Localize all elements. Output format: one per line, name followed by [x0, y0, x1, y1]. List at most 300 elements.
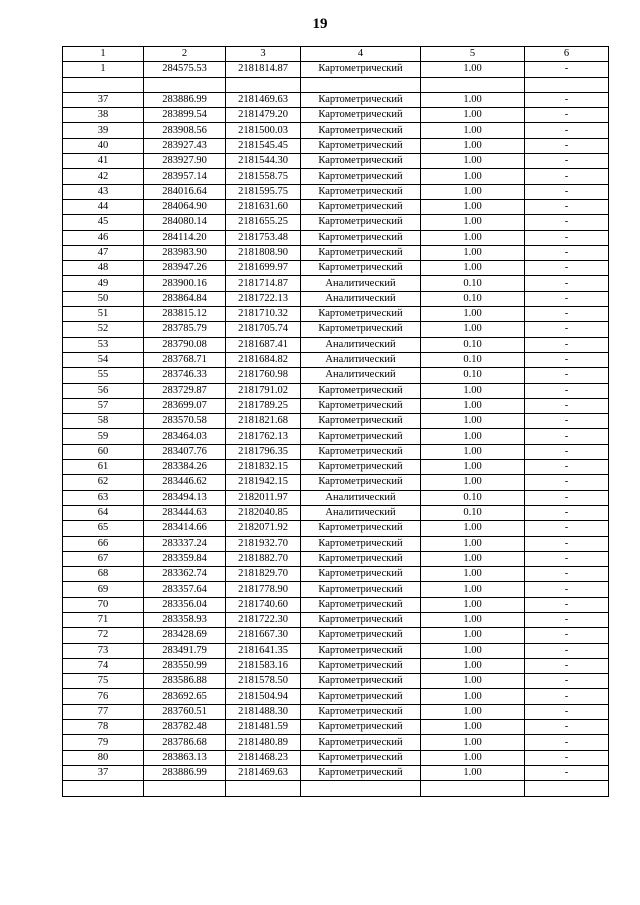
table-cell: 53 [63, 337, 144, 352]
table-cell [226, 781, 301, 796]
table-cell: Картометрический [301, 689, 421, 704]
table-cell: - [525, 674, 609, 689]
table-cell: 2181481.59 [226, 720, 301, 735]
table-row [63, 704, 609, 719]
table-cell [144, 77, 226, 92]
table-cell: 283886.99 [144, 92, 226, 107]
table-row [63, 490, 609, 505]
table-cell [144, 781, 226, 796]
table-cell: 1.00 [421, 628, 525, 643]
table-cell: 1.00 [421, 750, 525, 765]
table-row [63, 521, 609, 536]
table-cell: 2181595.75 [226, 184, 301, 199]
table-cell: - [525, 398, 609, 413]
table-cell [63, 781, 144, 796]
table-cell: 1.00 [421, 169, 525, 184]
table-cell: Картометрический [301, 444, 421, 459]
table-row [63, 612, 609, 627]
table-cell: 1.00 [421, 261, 525, 276]
table-cell: 75 [63, 674, 144, 689]
table-cell: 283407.76 [144, 444, 226, 459]
table-cell: Картометрический [301, 567, 421, 582]
table-cell: 1.00 [421, 138, 525, 153]
table-cell: 2181722.13 [226, 291, 301, 306]
table-row [63, 628, 609, 643]
table-cell: 1.00 [421, 199, 525, 214]
table-row [63, 245, 609, 260]
table-cell: 2181583.16 [226, 658, 301, 673]
table-cell: 284114.20 [144, 230, 226, 245]
table-cell: 2181667.30 [226, 628, 301, 643]
table-cell: - [525, 429, 609, 444]
table-cell: 0.10 [421, 505, 525, 520]
table-cell: Картометрический [301, 612, 421, 627]
table-cell: 283428.69 [144, 628, 226, 643]
table-cell: 283815.12 [144, 307, 226, 322]
table-cell: 283464.03 [144, 429, 226, 444]
table-cell: 2181705.74 [226, 322, 301, 337]
table-cell: Картометрический [301, 551, 421, 566]
table-cell: 1.00 [421, 536, 525, 551]
table-row [63, 352, 609, 367]
table-cell: 2181578.50 [226, 674, 301, 689]
table-cell: Аналитический [301, 352, 421, 367]
table-cell: 283446.62 [144, 475, 226, 490]
table-cell: 283768.71 [144, 352, 226, 367]
table-cell: 66 [63, 536, 144, 551]
table-row [63, 460, 609, 475]
table-cell: 2181762.13 [226, 429, 301, 444]
table-cell: 283790.08 [144, 337, 226, 352]
header-row [63, 47, 609, 62]
table-row [63, 567, 609, 582]
table-cell: Картометрический [301, 704, 421, 719]
table-cell: 70 [63, 597, 144, 612]
table-cell: Картометрический [301, 628, 421, 643]
table-cell: - [525, 536, 609, 551]
table-cell: - [525, 352, 609, 367]
table-cell: 283357.64 [144, 582, 226, 597]
table-row [63, 337, 609, 352]
table-cell: 1.00 [421, 582, 525, 597]
table-cell: 283358.93 [144, 612, 226, 627]
table-cell: 283337.24 [144, 536, 226, 551]
table-row [63, 261, 609, 276]
table-cell: Картометрический [301, 429, 421, 444]
table-row [63, 138, 609, 153]
table-cell: 283899.54 [144, 108, 226, 123]
table-cell: - [525, 414, 609, 429]
table-cell: 1.00 [421, 215, 525, 230]
table-row [63, 215, 609, 230]
table-cell: 2181504.94 [226, 689, 301, 704]
table-cell: Картометрический [301, 154, 421, 169]
table-row [63, 536, 609, 551]
table-cell: - [525, 92, 609, 107]
table-cell: 0.10 [421, 276, 525, 291]
table-row [63, 597, 609, 612]
table-cell: 1.00 [421, 414, 525, 429]
table-cell: 0.10 [421, 337, 525, 352]
table-cell: 59 [63, 429, 144, 444]
table-cell: Картометрический [301, 245, 421, 260]
table-cell: - [525, 383, 609, 398]
table-row [63, 781, 609, 796]
table-cell: 37 [63, 765, 144, 780]
table-cell: 283886.99 [144, 765, 226, 780]
table-cell: 44 [63, 199, 144, 214]
table-cell: Картометрический [301, 230, 421, 245]
table-cell: 2182011.97 [226, 490, 301, 505]
table-row [63, 77, 609, 92]
header-cell: 3 [226, 47, 301, 62]
table-cell: Картометрический [301, 138, 421, 153]
table-cell: Картометрический [301, 398, 421, 413]
page-number: 19 [312, 16, 328, 32]
table-row [63, 184, 609, 199]
table-cell: Картометрический [301, 184, 421, 199]
table-row [63, 505, 609, 520]
table-cell: 283927.90 [144, 154, 226, 169]
table-cell: 67 [63, 551, 144, 566]
table-cell: - [525, 62, 609, 77]
table-cell: 284080.14 [144, 215, 226, 230]
header-cell: 1 [63, 47, 144, 62]
table-cell: 1.00 [421, 567, 525, 582]
table-row [63, 658, 609, 673]
table-cell: 1.00 [421, 689, 525, 704]
table-row [63, 643, 609, 658]
table-cell: 1.00 [421, 475, 525, 490]
table-cell: - [525, 720, 609, 735]
table-cell: 283494.13 [144, 490, 226, 505]
table-cell: 40 [63, 138, 144, 153]
table-cell: 2181469.63 [226, 92, 301, 107]
table-cell: 283356.04 [144, 597, 226, 612]
table-row [63, 123, 609, 138]
table-cell: 1.00 [421, 551, 525, 566]
table-cell: 78 [63, 720, 144, 735]
table-cell: 2181468.23 [226, 750, 301, 765]
table-cell: 61 [63, 460, 144, 475]
table-row [63, 444, 609, 459]
table-cell: 283550.99 [144, 658, 226, 673]
table-cell: 63 [63, 490, 144, 505]
table-cell: 58 [63, 414, 144, 429]
table-row [63, 291, 609, 306]
table-cell: 283782.48 [144, 720, 226, 735]
table-cell: 283444.63 [144, 505, 226, 520]
table-row [63, 62, 609, 77]
table-cell: 2181791.02 [226, 383, 301, 398]
table-cell: 51 [63, 307, 144, 322]
table-cell: Картометрический [301, 521, 421, 536]
table-cell: 284575.53 [144, 62, 226, 77]
table-cell: 1.00 [421, 62, 525, 77]
table-cell: 55 [63, 368, 144, 383]
table-cell: 41 [63, 154, 144, 169]
table-row [63, 169, 609, 184]
table-cell: - [525, 567, 609, 582]
table-cell: 37 [63, 92, 144, 107]
table-cell: 2181753.48 [226, 230, 301, 245]
table-row [63, 398, 609, 413]
table-cell: 65 [63, 521, 144, 536]
table-cell: 60 [63, 444, 144, 459]
table-cell: - [525, 658, 609, 673]
table-row [63, 307, 609, 322]
table-cell: 283863.13 [144, 750, 226, 765]
table-cell: 283786.68 [144, 735, 226, 750]
table-cell: - [525, 199, 609, 214]
table-cell: 2181942.15 [226, 475, 301, 490]
table-cell: 2181714.87 [226, 276, 301, 291]
table-cell: 57 [63, 398, 144, 413]
table-cell: 283900.16 [144, 276, 226, 291]
table-cell: - [525, 123, 609, 138]
table-cell: 69 [63, 582, 144, 597]
table-row [63, 230, 609, 245]
table-cell: 283957.14 [144, 169, 226, 184]
coordinates-table [62, 46, 609, 797]
table-cell: 284016.64 [144, 184, 226, 199]
table-cell: 2181641.35 [226, 643, 301, 658]
table-cell: 283384.26 [144, 460, 226, 475]
table-row [63, 582, 609, 597]
table-cell [301, 77, 421, 92]
table-cell: 283785.79 [144, 322, 226, 337]
table-cell: 283491.79 [144, 643, 226, 658]
table-cell: Картометрический [301, 597, 421, 612]
table-cell: 2181932.70 [226, 536, 301, 551]
table-cell: 2181631.60 [226, 199, 301, 214]
table-cell: 80 [63, 750, 144, 765]
table-cell: 1.00 [421, 521, 525, 536]
table-cell: Картометрический [301, 383, 421, 398]
table-cell: 283692.65 [144, 689, 226, 704]
table-cell: 0.10 [421, 490, 525, 505]
table-row [63, 475, 609, 490]
table-cell: Картометрический [301, 169, 421, 184]
table-cell: 1.00 [421, 398, 525, 413]
table-cell: - [525, 307, 609, 322]
table-cell: 0.10 [421, 291, 525, 306]
table-cell: Картометрический [301, 658, 421, 673]
table-cell: 42 [63, 169, 144, 184]
table-cell: 1.00 [421, 643, 525, 658]
table-cell: 2181829.70 [226, 567, 301, 582]
table-cell: 39 [63, 123, 144, 138]
table-cell: 46 [63, 230, 144, 245]
table-row [63, 551, 609, 566]
table-cell: Аналитический [301, 337, 421, 352]
table-row [63, 383, 609, 398]
table-cell: 283746.33 [144, 368, 226, 383]
table-cell: - [525, 184, 609, 199]
header-cell: 5 [421, 47, 525, 62]
table-cell: 2181469.63 [226, 765, 301, 780]
table-cell: 48 [63, 261, 144, 276]
table-cell [301, 781, 421, 796]
table-cell: 1.00 [421, 322, 525, 337]
table-cell: 2181479.20 [226, 108, 301, 123]
table-cell: 284064.90 [144, 199, 226, 214]
table-cell: 1.00 [421, 383, 525, 398]
table-cell: 2181722.30 [226, 612, 301, 627]
table-cell: - [525, 169, 609, 184]
table-cell: 2181821.68 [226, 414, 301, 429]
table-cell: Аналитический [301, 490, 421, 505]
table-cell: - [525, 230, 609, 245]
header-cell: 4 [301, 47, 421, 62]
table-cell: Картометрический [301, 62, 421, 77]
table-cell: 77 [63, 704, 144, 719]
table-cell: - [525, 261, 609, 276]
table-cell: 283586.88 [144, 674, 226, 689]
table-cell: Картометрический [301, 536, 421, 551]
table-row [63, 689, 609, 704]
table-cell: 0.10 [421, 368, 525, 383]
table-cell: 45 [63, 215, 144, 230]
table-cell: 50 [63, 291, 144, 306]
table-cell: Картометрический [301, 765, 421, 780]
table-cell: 283864.84 [144, 291, 226, 306]
table-row [63, 199, 609, 214]
table-cell: 56 [63, 383, 144, 398]
table-cell: Картометрический [301, 475, 421, 490]
table-row [63, 154, 609, 169]
table-cell: 2181808.90 [226, 245, 301, 260]
header-cell: 6 [525, 47, 609, 62]
header-cell: 2 [144, 47, 226, 62]
table-cell: 49 [63, 276, 144, 291]
table-cell: 43 [63, 184, 144, 199]
table-cell: - [525, 322, 609, 337]
table-cell: - [525, 108, 609, 123]
table-cell: 47 [63, 245, 144, 260]
table-cell [421, 781, 525, 796]
table-cell: 2181832.15 [226, 460, 301, 475]
table-cell [226, 77, 301, 92]
table-cell: 2181687.41 [226, 337, 301, 352]
table-cell: 1.00 [421, 184, 525, 199]
table-cell: - [525, 612, 609, 627]
table-cell: 1.00 [421, 460, 525, 475]
table-cell: 2181710.32 [226, 307, 301, 322]
table-row [63, 108, 609, 123]
table-header [63, 47, 609, 62]
table-cell: - [525, 138, 609, 153]
table-cell: - [525, 276, 609, 291]
table-cell: - [525, 551, 609, 566]
table-cell: Аналитический [301, 505, 421, 520]
table-cell: 2181500.03 [226, 123, 301, 138]
table-cell: Аналитический [301, 276, 421, 291]
table-cell: - [525, 475, 609, 490]
table-cell: - [525, 215, 609, 230]
table-cell: 1.00 [421, 444, 525, 459]
table-cell: Аналитический [301, 291, 421, 306]
table-cell: 2181544.30 [226, 154, 301, 169]
table-cell: - [525, 597, 609, 612]
table-cell: - [525, 337, 609, 352]
table-cell: Картометрический [301, 414, 421, 429]
table-cell: Картометрический [301, 92, 421, 107]
table-cell: 2181814.87 [226, 62, 301, 77]
table-cell: Картометрический [301, 720, 421, 735]
table-cell: Картометрический [301, 750, 421, 765]
table-cell: 2181760.98 [226, 368, 301, 383]
table-cell: Картометрический [301, 735, 421, 750]
table-cell: - [525, 643, 609, 658]
table-cell [525, 77, 609, 92]
table-cell: 54 [63, 352, 144, 367]
table-row [63, 429, 609, 444]
table-cell: 0.10 [421, 352, 525, 367]
table-cell [525, 781, 609, 796]
table-cell: 1.00 [421, 429, 525, 444]
table-cell: 1.00 [421, 674, 525, 689]
table-cell: 38 [63, 108, 144, 123]
table-cell: - [525, 368, 609, 383]
table-cell: - [525, 460, 609, 475]
table-cell: 2181789.25 [226, 398, 301, 413]
table-cell: 2181545.45 [226, 138, 301, 153]
table-row [63, 674, 609, 689]
table-cell: - [525, 765, 609, 780]
table-cell: 68 [63, 567, 144, 582]
table-row [63, 368, 609, 383]
table-cell: 1.00 [421, 245, 525, 260]
table-cell: - [525, 521, 609, 536]
table-cell: 2182071.92 [226, 521, 301, 536]
table-cell: 283359.84 [144, 551, 226, 566]
table-cell: - [525, 750, 609, 765]
table-cell: 283908.56 [144, 123, 226, 138]
table-cell: Аналитический [301, 368, 421, 383]
table-cell: - [525, 628, 609, 643]
table-cell: Картометрический [301, 460, 421, 475]
table-cell: 2181684.82 [226, 352, 301, 367]
table-cell: 2182040.85 [226, 505, 301, 520]
table-cell: - [525, 505, 609, 520]
table-cell: Картометрический [301, 215, 421, 230]
table-row [63, 765, 609, 780]
table-cell: 71 [63, 612, 144, 627]
table-cell: 1.00 [421, 765, 525, 780]
table-cell: 76 [63, 689, 144, 704]
table-cell: 2181882.70 [226, 551, 301, 566]
table-cell: Картометрический [301, 261, 421, 276]
table-row [63, 322, 609, 337]
table-cell: 52 [63, 322, 144, 337]
table-cell: 2181699.97 [226, 261, 301, 276]
table-cell: 283699.07 [144, 398, 226, 413]
table-cell [63, 77, 144, 92]
table-cell: - [525, 444, 609, 459]
table-cell: 1.00 [421, 720, 525, 735]
table-cell: 1.00 [421, 735, 525, 750]
table-cell: 1.00 [421, 612, 525, 627]
table-cell: 74 [63, 658, 144, 673]
table-cell: 1.00 [421, 658, 525, 673]
table-cell: Картометрический [301, 582, 421, 597]
table-cell: 283729.87 [144, 383, 226, 398]
table-cell: - [525, 154, 609, 169]
table-cell: 2181558.75 [226, 169, 301, 184]
table-cell: 283927.43 [144, 138, 226, 153]
table-cell: 2181778.90 [226, 582, 301, 597]
